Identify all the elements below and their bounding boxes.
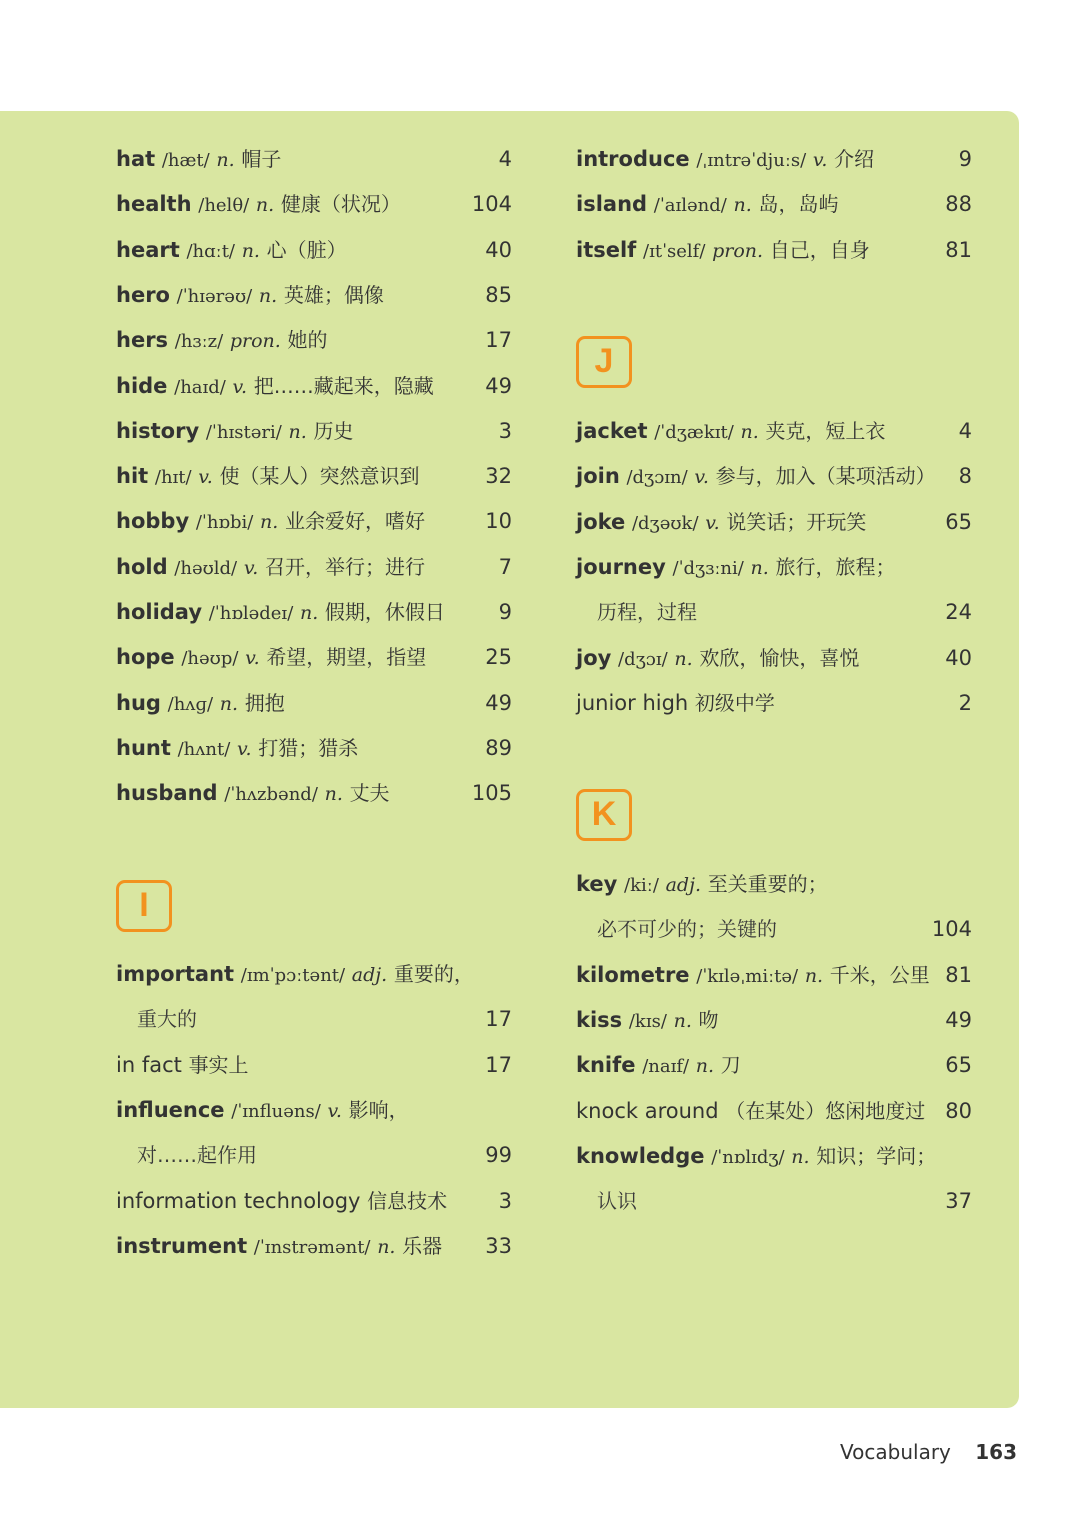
entry-word: journey <box>576 554 666 579</box>
entry-word: heart <box>116 237 180 262</box>
entry-part-of-speech: pron. <box>229 330 281 353</box>
entry-meaning: 重要的， <box>393 962 474 986</box>
entry-meaning: 业余爱好，嗜好 <box>284 509 425 534</box>
entry-meaning: 说笑话；开玩笑 <box>726 509 867 534</box>
entry-word: hero <box>116 282 170 307</box>
entry-meaning: 她的 <box>287 328 328 353</box>
entry-word: information technology <box>116 1188 361 1213</box>
section-letter-k: K <box>576 789 632 841</box>
entry-page-number: 8 <box>958 464 972 489</box>
entry-part-of-speech: pron. <box>712 239 764 262</box>
vocab-entry <box>576 1134 972 1179</box>
entry-phonetic: /ˈhɒlədeɪ/ <box>208 603 294 624</box>
entry-word: hat <box>116 147 156 171</box>
entry-phonetic: /həʊp/ <box>181 648 239 670</box>
entry-part-of-speech: n. <box>216 149 235 171</box>
entry-meaning: 心（脏） <box>266 237 347 262</box>
entry-phonetic: /ˈnɒlɪdʒ/ <box>711 1146 785 1168</box>
vocab-entry <box>576 545 972 590</box>
entry-part-of-speech: n. <box>804 964 824 987</box>
entry-part-of-speech: n. <box>733 194 752 217</box>
entry-word: island <box>576 192 648 217</box>
entry-page-number: 65 <box>945 1053 972 1078</box>
entry-page-number: 104 <box>471 192 512 217</box>
entry-page-number: 99 <box>485 1143 512 1168</box>
entry-page-number: 88 <box>945 192 972 217</box>
entry-meaning: 岛，岛屿 <box>758 192 839 217</box>
entry-phonetic: /ˌɪntrəˈdjuːs/ <box>696 150 807 171</box>
vocab-entry <box>116 952 512 997</box>
entry-page-number: 37 <box>945 1189 972 1214</box>
vocab-entry <box>116 137 512 182</box>
entry-part-of-speech: n. <box>673 1009 692 1032</box>
entry-meaning: 影响， <box>348 1097 409 1122</box>
entry-phonetic: /ˈɪnfluəns/ <box>231 1100 321 1122</box>
entry-meaning: 介绍 <box>834 147 875 171</box>
vocab-entry <box>116 1179 512 1224</box>
entry-page-number: 17 <box>485 328 512 353</box>
entry-page-number: 80 <box>945 1098 972 1123</box>
entry-phonetic: /kɪs/ <box>628 1010 667 1032</box>
entry-part-of-speech: v. <box>694 466 709 489</box>
vocab-entry <box>576 1089 972 1134</box>
entry-meaning: 希望，期望，指望 <box>266 645 427 670</box>
entry-phonetic: /ˈdʒɜːni/ <box>672 557 744 579</box>
entry-meaning: 千米，公里 <box>829 962 930 987</box>
entry-continuation: 重大的 <box>137 1007 197 1032</box>
entry-continuation: 对……起作用 <box>137 1143 257 1168</box>
entry-phonetic: /haɪd/ <box>174 376 226 398</box>
entry-continuation: 历程，过程 <box>597 600 697 625</box>
vocab-entry <box>576 409 972 454</box>
entry-page-number: 3 <box>498 418 512 443</box>
section-letter-i: I <box>116 880 172 932</box>
vocab-entry <box>116 681 512 726</box>
vocab-entry <box>116 771 512 816</box>
entry-meaning: 英雄；偶像 <box>283 282 384 307</box>
entry-phonetic: /ˈkɪləˌmiːtə/ <box>696 965 799 987</box>
entry-meaning: 自己，自身 <box>769 237 870 262</box>
entry-word: jacket <box>576 419 648 443</box>
entry-page-number: 32 <box>485 464 512 489</box>
entry-word: hobby <box>116 509 190 534</box>
entry-page-number: 40 <box>485 237 512 262</box>
vocab-entry <box>116 635 512 680</box>
vocab-entry <box>576 998 972 1043</box>
vocab-entry <box>576 454 972 499</box>
vocab-entry <box>576 1043 972 1088</box>
entry-phonetic: /ɪtˈself/ <box>643 240 706 262</box>
entry-word: key <box>576 872 618 896</box>
entry-phonetic: /ˈhɪstəri/ <box>205 421 282 443</box>
entry-phonetic: /hɜːz/ <box>174 331 224 353</box>
entry-part-of-speech: n. <box>241 239 260 262</box>
entry-word: history <box>116 418 200 443</box>
entry-phonetic: /helθ/ <box>198 195 250 217</box>
vocabulary-panel <box>0 111 1019 1408</box>
entry-meaning: 知识；学问； <box>816 1143 937 1168</box>
entry-part-of-speech: v. <box>236 737 252 760</box>
entry-meaning: 把……藏起来，隐藏 <box>253 373 434 398</box>
vocab-entry <box>116 726 512 771</box>
entry-phonetic: /ˈdʒækɪt/ <box>654 422 734 443</box>
entry-continuation: 必不可少的；关键的 <box>597 917 777 942</box>
entry-phonetic: /hɪt/ <box>154 467 192 489</box>
entry-page-number: 65 <box>945 509 972 534</box>
entry-phonetic: /ˈhʌzbənd/ <box>224 784 318 806</box>
entry-part-of-speech: n. <box>219 692 239 715</box>
entry-page-number: 104 <box>931 917 972 942</box>
entry-part-of-speech: v. <box>232 375 248 398</box>
vocab-entry <box>116 182 512 227</box>
entry-page-number: 9 <box>958 147 972 171</box>
entry-word: holiday <box>116 600 203 624</box>
vocab-entry <box>576 953 972 998</box>
entry-meaning: 帽子 <box>241 147 282 171</box>
entry-page-number: 4 <box>958 419 972 443</box>
vocab-entry <box>576 500 972 545</box>
vocab-entry <box>576 1179 972 1224</box>
entry-page-number: 49 <box>485 373 512 398</box>
entry-phonetic: /ˈɪnstrəmənt/ <box>253 1236 371 1258</box>
entry-page-number: 40 <box>945 645 972 670</box>
entry-part-of-speech: n. <box>791 1145 810 1168</box>
vocab-entry <box>116 318 512 363</box>
entry-part-of-speech: n. <box>255 194 275 217</box>
entry-part-of-speech: n. <box>674 647 693 670</box>
entry-part-of-speech: n. <box>750 556 769 579</box>
section-letter-j: J <box>576 336 632 388</box>
vocab-entry <box>576 137 972 182</box>
entry-meaning: （在某处）悠闲地度过 <box>725 1098 926 1123</box>
entry-phonetic: /hɑːt/ <box>186 240 235 262</box>
entry-part-of-speech: adj. <box>351 964 388 986</box>
entry-page-number: 9 <box>498 600 512 624</box>
entry-page-number: 81 <box>945 237 972 262</box>
entry-part-of-speech: v. <box>245 647 260 670</box>
entry-word: important <box>116 962 235 986</box>
entry-word: introduce <box>576 147 690 171</box>
entry-part-of-speech: n. <box>377 1235 396 1258</box>
entry-word: joke <box>576 509 626 534</box>
entry-meaning: 历史 <box>313 418 354 443</box>
entry-page-number: 17 <box>485 1052 512 1077</box>
entry-phonetic: /dʒəʊk/ <box>631 512 699 534</box>
entry-page-number: 89 <box>485 735 512 760</box>
entry-meaning: 假期，休假日 <box>324 600 445 624</box>
entry-part-of-speech: n. <box>260 511 279 534</box>
entry-page-number: 7 <box>498 554 512 579</box>
entry-part-of-speech: n. <box>695 1055 715 1078</box>
page-footer <box>840 1440 1017 1464</box>
entry-meaning: 丈夫 <box>349 781 390 806</box>
vocab-entry <box>116 409 512 454</box>
entry-meaning: 旅行，旅程； <box>775 554 896 579</box>
entry-page-number: 2 <box>958 690 972 715</box>
entry-page-number: 10 <box>485 509 512 534</box>
vocab-entry <box>576 228 972 273</box>
entry-part-of-speech: v. <box>705 511 720 534</box>
entry-meaning: 使（某人）突然意识到 <box>219 464 420 489</box>
entry-word: hers <box>116 328 169 353</box>
entry-meaning: 夹克，短上衣 <box>765 419 886 443</box>
vocab-entry <box>116 1043 512 1088</box>
entry-word: hit <box>116 464 149 489</box>
vocab-entry <box>576 636 972 681</box>
entry-part-of-speech: v. <box>198 466 213 489</box>
entry-meaning: 至关重要的； <box>707 872 828 896</box>
footer-label: Vocabulary <box>840 1440 951 1464</box>
entry-phonetic: /ɪmˈpɔːtənt/ <box>240 965 346 986</box>
entry-word: knife <box>576 1053 636 1078</box>
entry-page-number: 17 <box>485 1007 512 1032</box>
entry-page-number: 4 <box>498 147 512 171</box>
entry-meaning: 刀 <box>720 1053 741 1078</box>
entry-part-of-speech: n. <box>288 420 307 443</box>
entry-word: join <box>576 464 620 489</box>
entry-part-of-speech: n. <box>740 421 759 443</box>
entry-phonetic: /ˈhɒbi/ <box>195 512 254 534</box>
vocab-entry <box>116 499 512 544</box>
entry-page-number: 105 <box>471 781 512 806</box>
entry-word: health <box>116 192 192 217</box>
entry-phonetic: /dʒɔɪ/ <box>618 648 668 670</box>
vocab-entry <box>576 182 972 227</box>
vocab-entry <box>116 1224 512 1269</box>
vocab-entry <box>116 1133 512 1178</box>
entry-phonetic: /kiː/ <box>624 875 659 896</box>
entry-word: husband <box>116 781 218 806</box>
vocab-entry <box>116 273 512 318</box>
entry-word: junior high <box>576 690 689 715</box>
entry-word: hug <box>116 690 161 715</box>
entry-part-of-speech: v. <box>327 1099 342 1122</box>
entry-phonetic: /naɪf/ <box>642 1056 690 1078</box>
entry-meaning: 信息技术 <box>367 1188 448 1213</box>
entry-word: in fact <box>116 1052 182 1077</box>
page-number: 163 <box>975 1440 1017 1464</box>
entry-phonetic: /ˈhɪərəʊ/ <box>176 285 253 307</box>
entry-phonetic: /ˈaɪlənd/ <box>653 195 727 217</box>
entry-word: knowledge <box>576 1143 705 1168</box>
vocab-entry <box>576 681 972 726</box>
entry-meaning: 乐器 <box>402 1233 443 1258</box>
entry-page-number: 3 <box>498 1188 512 1213</box>
entry-page-number: 25 <box>485 645 512 670</box>
entry-page-number: 81 <box>945 962 972 987</box>
entry-word: instrument <box>116 1233 248 1258</box>
entry-word: kiss <box>576 1007 623 1032</box>
vocab-entry <box>116 997 512 1042</box>
entry-part-of-speech: v. <box>243 556 259 579</box>
entry-meaning: 事实上 <box>188 1052 249 1077</box>
entry-page-number: 33 <box>485 1233 512 1258</box>
entry-page-number: 85 <box>485 282 512 307</box>
entry-part-of-speech: v. <box>812 149 828 171</box>
entry-meaning: 健康（状况） <box>280 192 401 217</box>
vocab-entry <box>576 590 972 635</box>
entry-word: hope <box>116 645 175 670</box>
vocab-entry <box>116 364 512 409</box>
entry-page-number: 49 <box>945 1007 972 1032</box>
vocab-entry <box>116 1088 512 1133</box>
vocab-entry <box>116 590 512 635</box>
entry-meaning: 欢欣，愉快，喜悦 <box>699 645 860 670</box>
entry-phonetic: /dʒɔɪn/ <box>626 467 688 489</box>
entry-phonetic: /hʌɡ/ <box>167 693 214 715</box>
entry-word: joy <box>576 645 612 670</box>
entry-word: influence <box>116 1097 225 1122</box>
entry-meaning: 参与，加入（某项活动） <box>715 464 936 489</box>
vocab-entry <box>576 907 972 952</box>
vocab-entry <box>116 228 512 273</box>
vocab-entry <box>116 545 512 590</box>
entry-word: kilometre <box>576 962 690 987</box>
entry-meaning: 吻 <box>698 1007 719 1032</box>
entry-word: hide <box>116 373 168 398</box>
entry-continuation: 认识 <box>597 1189 637 1214</box>
entry-page-number: 49 <box>485 690 512 715</box>
entry-meaning: 拥抱 <box>244 690 285 715</box>
entry-phonetic: /həʊld/ <box>174 557 238 579</box>
entry-word: itself <box>576 237 637 262</box>
entry-meaning: 打猎；猎杀 <box>258 735 359 760</box>
vocab-entry <box>116 454 512 499</box>
entry-part-of-speech: n. <box>258 284 278 307</box>
vocab-entry <box>576 862 972 907</box>
entry-phonetic: /hæt/ <box>161 150 210 171</box>
entry-word: hold <box>116 554 168 579</box>
entry-part-of-speech: adj. <box>665 874 701 896</box>
entry-word: knock around <box>576 1098 719 1123</box>
entry-part-of-speech: n. <box>299 602 319 624</box>
entry-meaning: 初级中学 <box>694 690 775 715</box>
entry-meaning: 召开，举行；进行 <box>265 554 426 579</box>
entry-phonetic: /hʌnt/ <box>177 738 231 760</box>
entry-page-number: 24 <box>945 600 972 625</box>
entry-word: hunt <box>116 735 171 760</box>
entry-part-of-speech: n. <box>324 783 343 806</box>
